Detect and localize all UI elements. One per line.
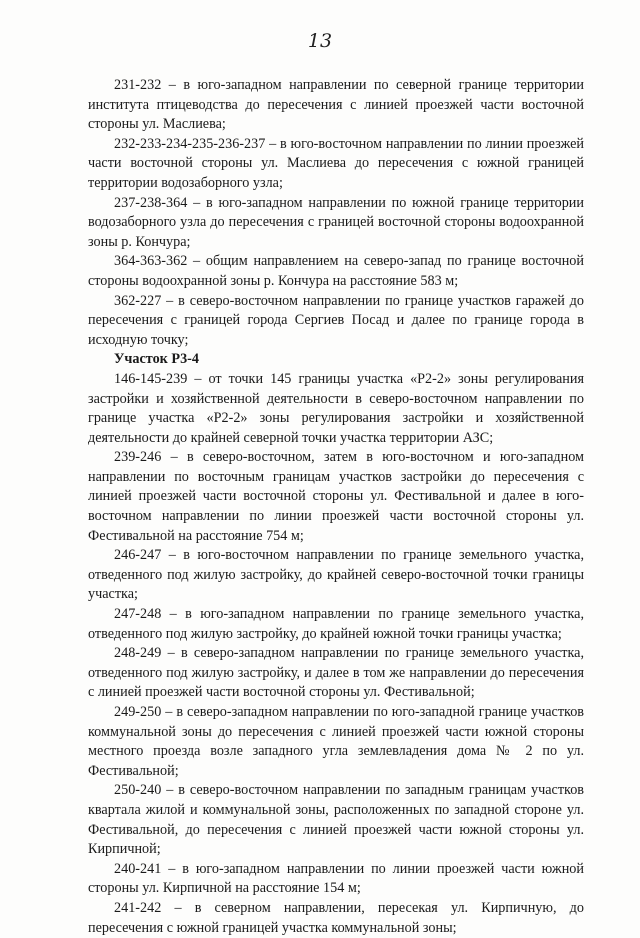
paragraph: 231-232 – в юго-западном направлении по северной границе территории института птицеводства до пересечения с линией проезжей части восточной стороны ул. Маслиева;: [88, 77, 584, 133]
paragraph: 248-249 – в северо-западном направлении по границе земельного участка, отведенного под жилую застройку, и далее в том же направлении до пересечения с линией проезжей части восточной стороны ул. Фестивальной;: [88, 645, 584, 701]
paragraph: 146-145-239 – от точки 145 границы участка «Р2-2» зоны регулирования застройки и хозяйственной деятельности в северо-восточном направлении по границе участка «Р2-2» зоны регулирования застройки и хозяйственной деятельности до крайней северной точки участка территории АЗС;: [88, 370, 584, 446]
paragraph: 247-248 – в юго-западном направлении по границе земельного участка, отведенного под жилую застройку, до крайней южной точки границы участка;: [88, 606, 584, 642]
paragraph: 239-246 – в северо-восточном, затем в юго-восточном и юго-западном направлении по восточным границам участков застройки до пересечения с линией проезжей части восточной стороны ул. Фестивальной и далее в юго-восточном направлении по линии проезжей части восточной стороны ул. Фестивальной на расстояние 754 м;: [88, 449, 584, 544]
paragraph: 246-247 – в юго-восточном направлении по границе земельного участка, отведенного под жилую застройку, до крайней северо-восточной точки границы участка;: [88, 547, 584, 603]
paragraph: 241-242 – в северном направлении, пересекая ул. Кирпичную, до пересечения с южной границей участка коммунальной зоны;: [88, 899, 584, 936]
paragraph: 249-250 – в северо-западном направлении по юго-западной границе участков коммунальной зоны до пересечения с линией проезжей части южной стороны местного проезда возле западного угла землевладения дома № 2 по ул. Фестивальной;: [88, 704, 584, 779]
paragraph: 364-363-362 – общим направлением на северо-запад по границе восточной стороны водоохранной зоны р. Кончура на расстояние 583 м;: [88, 253, 584, 289]
paragraph: 240-241 – в юго-западном направлении по линии проезжей части южной стороны ул. Кирпичной на расстояние 154 м;: [88, 860, 584, 897]
paragraph: 237-238-364 – в юго-западном направлении по южной границе территории водозаборного узла до пересечения с границей восточной стороны водоохранной зоны р. Кончура;: [88, 194, 584, 250]
paragraph: 250-240 – в северо-восточном направлении по западным границам участков квартала жилой и коммунальной зоны, расположенных по западной стороне ул. Фестивальной, до пересечения с линией проезжей части южной стороны ул. Кирпичной;: [88, 782, 584, 858]
paragraph: 232-233-234-235-236-237 – в юго-восточном направлении по линии проезжей части восточной стороны ул. Маслиева до пересечения с южной границей территории водозаборного узла;: [88, 135, 584, 191]
page-number: 13: [307, 30, 333, 52]
paragraph: 362-227 – в северо-восточном направлении по границе участков гаражей до пересечения с границей города Сергиев Посад и далее по границе города в исходную точку;: [88, 292, 584, 348]
section-heading: Участок Р3-4: [114, 351, 199, 368]
document-body: [88, 76, 584, 938]
